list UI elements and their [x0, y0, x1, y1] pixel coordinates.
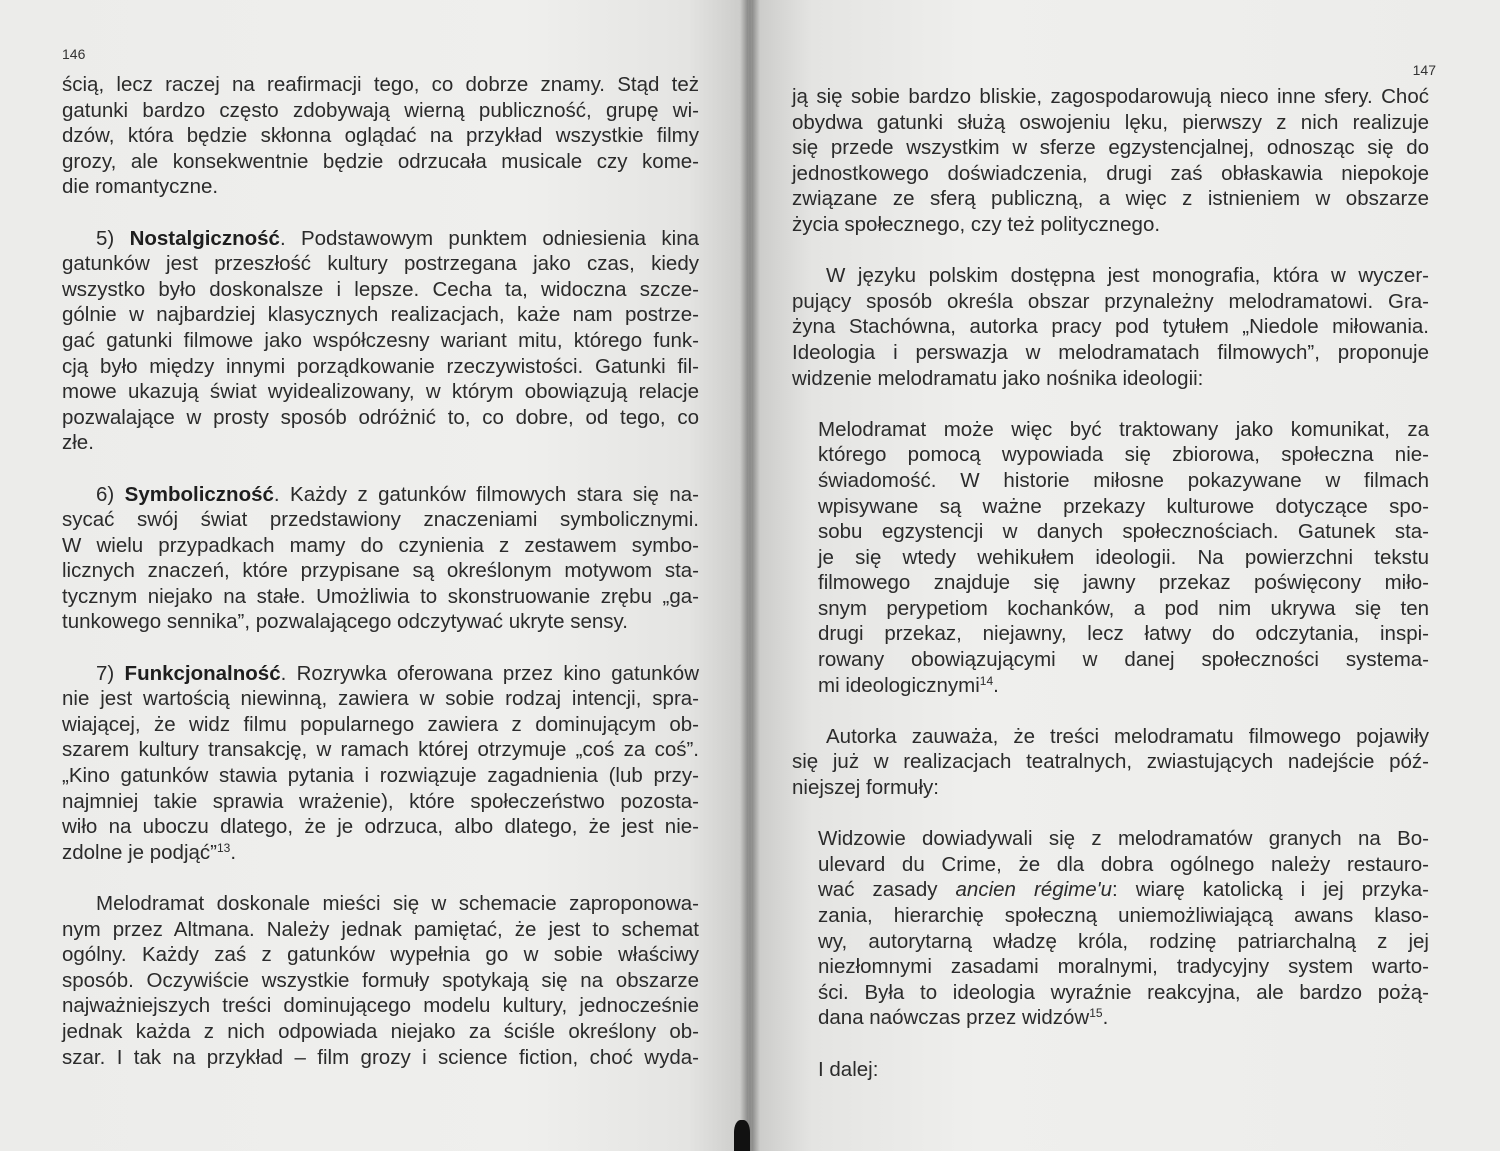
text-line: szarem kultury transakcję, w ramach której otrzymuje „coś za coś”.	[62, 738, 699, 762]
text-line: W języku polskim dostępna jest monografia, która w wyczer-	[826, 264, 1429, 288]
text-span: mi ideologicznymi	[818, 673, 980, 697]
text-span: . Każdy z gatunków filmowych stara się na-	[273, 482, 699, 506]
text-line: gólnie w najbardziej klasycznych realizacjach, każe nam postrze-	[62, 303, 699, 327]
quote-line: ści. Była to ideologia wyraźnie reakcyjna, ale bardzo pożą-	[818, 980, 1429, 1004]
text-line: gatunków jest przeszłość kultury postrzegana jako czas, kiedy	[62, 252, 699, 276]
quote-line: wy, autorytarną władzę króla, rodzinę patriarchalną z jej	[818, 929, 1429, 953]
text-span: wać zasady	[818, 878, 956, 902]
item-term: Nostalgiczność	[129, 226, 280, 250]
text-line: złe.	[62, 431, 94, 455]
quote-line: Melodramat może więc być traktowany jako komunikat, za	[818, 417, 1429, 441]
text-line: „Kino gatunków stawia pytania i rozwiązuje zagadnienia (lub przy-	[62, 764, 699, 788]
quote-line: zania, hierarchię społeczną uniemożliwiającą awans klaso-	[818, 904, 1429, 927]
quote-line: sobu egzystencji w danych społecznościach. Gatunek sta-	[818, 520, 1429, 544]
left-page	[0, 0, 748, 1151]
text-line: najmniej takie sprawia wrażenie), które społeczeństwo pozosta-	[62, 789, 699, 813]
text-line: się przede wszystkim w sferze egzystencjalnej, odnosząc się do	[792, 136, 1429, 160]
text-line: szar. I tak na przykład – film grozy i science fiction, choć wyda-	[62, 1045, 699, 1069]
text-line: ścią, lecz raczej na reafirmacji tego, co dobrze znamy. Stąd też	[62, 73, 699, 96]
quote-line: niezłomnymi zasadami moralnymi, tradycyjny system warto-	[818, 955, 1429, 979]
item-5-first-line	[62, 226, 699, 252]
text-line: jednak każda z nich odpowiada niejako za ściśle określony ob-	[62, 1019, 699, 1043]
text-line: związane ze sferą publiczną, a więc z istnieniem w obszarze	[792, 187, 1429, 211]
quote-line: którego pomocą wypowiada się zbiorowa, społeczna nie-	[818, 443, 1429, 467]
text-line: sposób. Oczywiście wszystkie formuły spotykają się na obszarze	[62, 968, 699, 992]
block-quote	[792, 826, 1429, 1031]
item-6-first-line	[62, 482, 699, 508]
text-line: tunkowego sennika”, pozwalającego odczytywać ukryte sensy.	[62, 610, 628, 634]
quote-line: świadomość. W historie miłosne pokazywane w filmach	[818, 468, 1429, 492]
item-7-first-line	[62, 661, 699, 687]
text-span: dana naówczas przez widzów	[818, 1006, 1090, 1030]
item-number: 6)	[96, 482, 115, 506]
right-page-text	[792, 84, 1429, 1082]
footnote-ref: 13	[217, 840, 231, 855]
left-page-text	[62, 72, 699, 1070]
text-span: . Podstawowym punktem odniesienia kina	[279, 226, 700, 250]
quote-line: rowany obowiązującymi w danej społeczności systema-	[818, 648, 1429, 672]
text-line: niejszej formuły:	[792, 776, 939, 800]
text-line: wiło na uboczu dlatego, że je odrzuca, albo dlatego, że jest nie-	[62, 815, 699, 839]
quote-last-line	[818, 673, 1429, 699]
text-line: mowe ukazują świat wyidealizowany, w którym obowiązują relacje	[62, 380, 699, 404]
text-line: się już w realizacjach teatralnych, zwiastujących nadejście póź-	[792, 750, 1429, 774]
quote-line	[818, 877, 1429, 903]
text-line: Melodramat doskonale mieści się w schemacie zaproponowa-	[96, 892, 699, 915]
closing-line: I dalej:	[818, 1057, 879, 1081]
item-number: 7)	[96, 661, 115, 685]
page-number-right: 147	[1412, 62, 1436, 78]
item-term: Symboliczność	[124, 482, 274, 506]
item-term: Funkcjonalność	[124, 661, 281, 685]
text-span: . Rozrywka oferowana przez kino gatunków	[280, 661, 700, 685]
footnote-ref: 14	[979, 673, 994, 688]
item-7-last-line	[62, 840, 699, 866]
text-line: die romantyczne.	[62, 175, 219, 199]
text-line: grozy, ale konsekwentnie będzie odrzucała musicale czy kome-	[62, 149, 699, 173]
right-page	[752, 0, 1500, 1151]
text-line: wszystko było doskonalsze i lepsze. Cecha ta, widoczna szcze-	[62, 277, 699, 301]
text-line: W wielu przypadkach mamy do czynienia z zestawem symbo-	[62, 533, 699, 557]
quote-line: Widzowie dowiadywali się z melodramatów granych na Bo-	[818, 827, 1429, 851]
text-span: zdolne je podjąć”	[62, 840, 217, 864]
text-line: cją było między innymi porządkowanie rzeczywistości. Gatunki fil-	[62, 354, 699, 378]
text-line: Ideologia i perswazja w melodramatach filmowych”, proponuje	[792, 340, 1429, 364]
italic-term: ancien régime'u	[955, 878, 1112, 902]
text-line: sycać swój świat przedstawiony znaczeniami symbolicznymi.	[62, 508, 699, 532]
text-line: obydwa gatunki służą oswojeniu lęku, pierwszy z nich realizuje	[792, 110, 1429, 134]
quote-line: ulevard du Crime, że dla dobra ogólnego należy restauro-	[818, 852, 1429, 876]
quote-line: drugi przekaz, niejawny, lecz łatwy do odczytania, inspi-	[818, 622, 1429, 646]
text-line: nym przez Altmana. Należy jednak pamiętać, że jest to schemat	[62, 917, 699, 941]
text-line: jednostkowego doświadczenia, drugi zaś obłaskawia niepokoje	[792, 161, 1429, 185]
text-line: najważniejszych treści dominującego modelu kultury, jednocześnie	[62, 994, 699, 1018]
text-line: widzenie melodramatu jako nośnika ideologii:	[792, 366, 1204, 390]
text-line: ją się sobie bardzo bliskie, zagospodarowują nieco inne sfery. Choć	[792, 85, 1429, 108]
text-span: .	[1102, 1006, 1109, 1030]
text-span: : wiarę katolicką i jej przyka-	[1111, 878, 1429, 902]
quote-line: snym perypetiom kochanków, a pod nim ukrywa się ten	[818, 596, 1429, 620]
text-line: gać gatunki filmowe jako współczesny wariant mitu, którego funk-	[62, 328, 699, 352]
book-gutter	[740, 0, 760, 1151]
quote-line: filmowego znajduje się jawny przekaz poświęcony miło-	[818, 571, 1429, 595]
text-span: .	[993, 673, 999, 697]
block-quote	[792, 417, 1429, 699]
text-line: tycznym niejako na stałe. Umożliwia to skonstruowanie zrębu „ga-	[62, 584, 699, 608]
spine-shadow	[734, 1120, 750, 1151]
text-line: gatunki bardzo często zdobywają wierną publiczność, grupę wi-	[62, 98, 699, 122]
text-line: pozwalające w prosty sposób odróżnić to, co dobre, od tego, co	[62, 405, 699, 429]
item-number: 5)	[96, 226, 115, 250]
text-line: dzów, która będzie skłonna oglądać na przykład wszystkie filmy	[62, 124, 699, 148]
quote-line: wpisywane są ważne przekazy kulturowe dotyczące spo-	[818, 494, 1429, 518]
text-line: żyna Stachówna, autorka pracy pod tytułem „Niedole miłowania.	[792, 315, 1429, 339]
text-line: pujący sposób określa obszar przynależny melodramatowi. Gra-	[792, 289, 1429, 313]
text-line: życia społecznego, czy też politycznego.	[792, 212, 1161, 236]
text-span: .	[230, 840, 237, 864]
quote-last-line	[818, 1005, 1429, 1031]
text-line: nie jest wartością niewinną, zawiera w sobie rodzaj intencji, spra-	[62, 687, 699, 711]
text-line: wiającej, że widz filmu popularnego zawiera z dominującym ob-	[62, 712, 699, 736]
text-line: ogólny. Każdy zaś z gatunków wypełnia go w sobie właściwy	[62, 943, 699, 967]
page-number-left: 146	[62, 46, 86, 62]
quote-line: je się wtedy wehikułem ideologii. Na powierzchni tekstu	[818, 545, 1429, 569]
text-line: Autorka zauważa, że treści melodramatu filmowego pojawiły	[826, 724, 1429, 748]
footnote-ref: 15	[1089, 1006, 1103, 1021]
text-line: licznych znaczeń, które przypisane są określonym motywom sta-	[62, 559, 699, 583]
